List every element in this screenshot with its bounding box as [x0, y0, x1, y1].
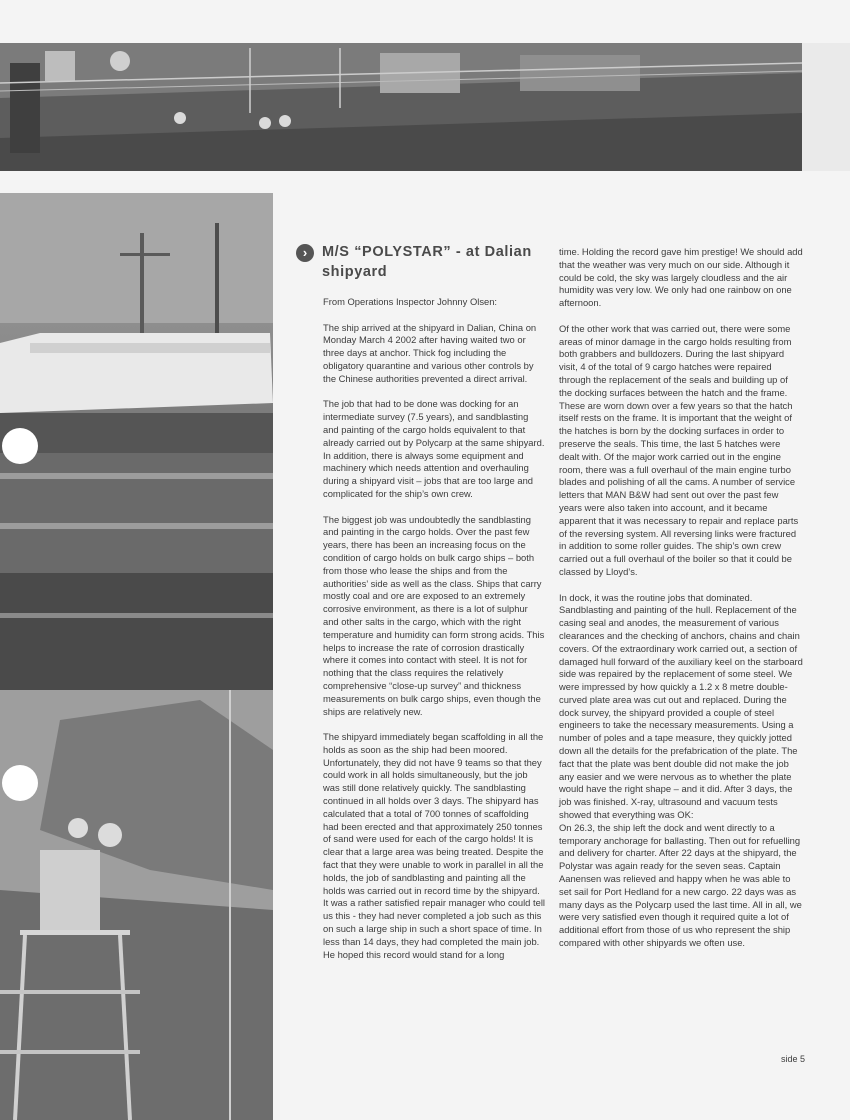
paragraph: The job that had to be done was docking for an intermediate survey (7.5 years), and sandblasting and painting of the cargo holds equivalent to that already carried out by Polycarp at the same shipyard. In addition, there is always some equipment and machinery which needs attention and overhauling during a shipyard visit – jobs that are too large and complicated for the ship’s own crew.	[323, 398, 545, 499]
paragraph: time. Holding the record gave him prestige! We should add that the weather was very much on our side. Although it could be cold, the sky was largely cloudless and the air humidity was very low. We only had one rainbow on one afternoon.	[559, 246, 803, 309]
paragraph: In dock, it was the routine jobs that dominated. Sandblasting and painting of the hull. Replacement of the casing seal and anodes, the measurement of various clearances and the checking of anchors, chains and chain covers. Of the extraordinary work carried out, a section of damaged hull forward of the auxiliary keel on the starboard side was repaired by the replacement of some steel. We were impressed by how quickly a 1.2 x 8 metre double-curved plate area was cut out and replaced. During the dock survey, the shipyard provided a couple of steel engineers to take the necessary measurements. Using a number of poles and a tape measure, they quickly jotted down all the details for the prefabrication of the plate. The fact that the plate was bent double did not make the job any easier and we were nervous as to whether the plate would have the right shape – and it did. After 3 days, the job was finished. X-ray, ultrasound and vacuum tests showed that everything was OK:	[559, 591, 803, 821]
article-heading	[296, 242, 546, 282]
top-right-margin	[802, 43, 850, 171]
article-column-left	[323, 296, 545, 974]
punch-hole	[2, 765, 38, 801]
hull-worker-photo	[0, 690, 273, 1120]
paragraph: The ship arrived at the shipyard in Dalian, China on Monday March 4 2002 after having waited two or three days at anchor. Thick fog including the obligatory quarantine and various other controls by the Chinese authorities prevented a direct arrival.	[323, 321, 537, 384]
paragraph: The shipyard immediately began scaffolding in all the holds as soon as the ship had been moored. Unfortunately, they did not have 9 teams so that they could work in all holds simultaneously, but the job was still done relatively quickly. The sandblasting continued in all holds over 3 days. The shipyard has calculated that a total of 700 tonnes of scaffolding had been erected and that approximately 250 tonnes of sand were used for each of the cargo holds! It is clear that a large area was being treated. Despite the fact that they were unable to work in parallel in all the holds, the job of sandblasting and painting all the holds was carried out in record time by the shipyard. It was a rather satisfied repair manager who could tell us this - they had never completed a job such as this on such a large ship in such a short space of time. In less than 14 days, they had completed the main job. He hoped this record would stand for a long	[323, 731, 545, 960]
paragraph: On 26.3, the ship left the dock and went directly to a temporary anchorage for ballasting. Then out for refuelling and delivery for charter. After 22 days at the shipyard, the Polystar was again ready for the seven seas. Captain Aanensen was relieved and happy when he was able to set sail for Port Hedland for a new cargo. 22 days was as many days as the Polycarp used the last time. All in all, we were very satisfied even though it required quite a lot of additional effort from those of us who represent the ship compared with other shipyards we often use.	[559, 821, 802, 949]
paragraph: The biggest job was undoubtedly the sandblasting and painting in the cargo holds. Over the past few years, there has been an increasing focus on the condition of cargo holds on bulk cargo ships – both from those who lease the ships and from the authorities’ side as well as the class. Ships that carry mostly coal and ore are exposed to an extremely corrosive environment, as there is a lot of sulphur and other salts in the cargo, which with the right temperature and humidity can form strong acids. This helps to increase the rate of corrosion drastically where it comes into contact with steel. It is not for nothing that the class requires the relatively comprehensive “close-up survey” and thickness measurements on bulk cargo ships, even though the ships are relatively new.	[323, 513, 545, 717]
paragraph: Of the other work that was carried out, there were some areas of minor damage in the cargo holds resulting from both grabbers and bulldozers. During the last shipyard visit, 4 of the total of 9 cargo hatches were repaired through the replacement of the seals and building up of the docking surfaces between the hatch and the frame. These are worn down over a few years so that the hatch itself rests on the frame. It is important that the weight of the hatches is born by the docking surfaces in order to preserve the seals. This time, the last 5 hatches were dealt with. Of the major work carried out in the engine room, there was a full overhaul of the main engine turbo blades and polishing of all the cams. A number of service letters that MAN B&W had sent out over the past few years were also taken into account, and it became apparent that it was necessary to repair and replace parts of the reversing system. All reversing links were fractured in addition to some roller guides. The ship’s own crew carried out a full overhaul of the boiler so that it could be classed by Lloyd’s.	[559, 322, 799, 577]
page-number: side 5	[781, 1054, 806, 1064]
byline: From Operations Inspector Johnny Olsen:	[323, 296, 498, 307]
article-title: M/S “POLYSTAR” - at Dalian shipyard	[322, 244, 532, 280]
punch-hole	[2, 428, 38, 464]
ship-in-dock-photo	[0, 193, 273, 690]
chevron-right-icon: ›	[296, 244, 314, 262]
deck-photo	[0, 43, 802, 171]
article-column-right	[559, 246, 803, 963]
